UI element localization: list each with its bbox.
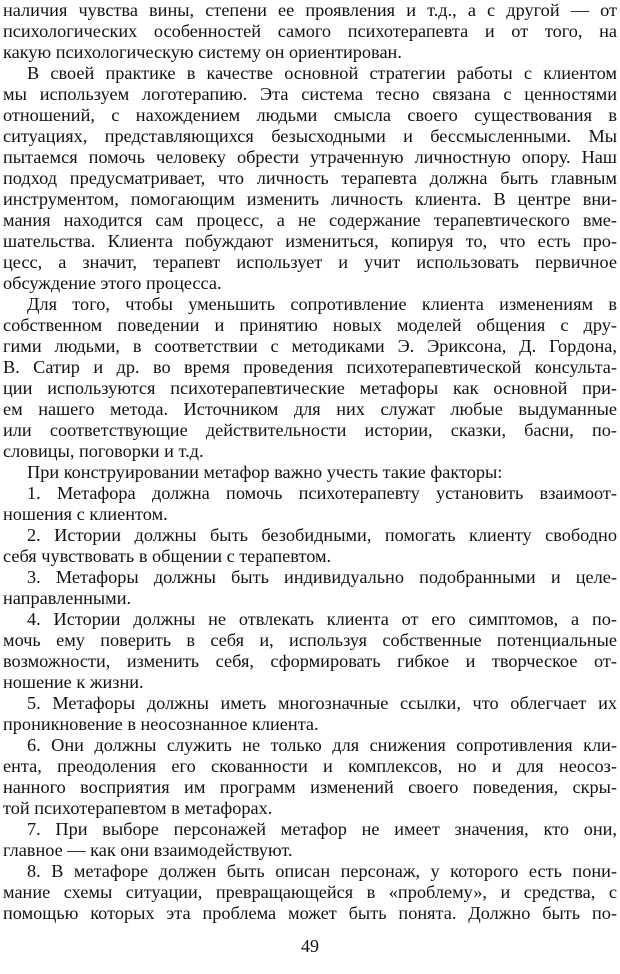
text-line: шательства. Клиента побуждают измениться, копируя то, что есть про- [3,231,617,251]
text-line: какую психологическую систему он ориентирован. [3,42,402,62]
text-line: психологических особенностей самого психотерапевта и от того, на [3,21,617,41]
text-line: ента, преодоления его скованности и комплексов, но и для неосоз- [3,756,617,776]
text-line: возможности, изменить себя, сформировать гибкое и творческое от- [3,651,617,671]
text-line: 8. В метафоре должен быть описан персонаж, у которого есть пони- [27,861,617,881]
text-line: собственном поведении и принятию новых моделей общения с дру- [3,315,617,335]
text-line: мы используем логотерапию. Эта система тесно связана с ценностями [3,84,617,104]
text-line: мание схемы ситуации, превращающейся в «проблему», и средства, с [3,882,617,902]
text-line: главное — как они взаимодействуют. [3,840,293,860]
text-line: гими людьми, в соответствии с методиками Э. Эриксона, Д. Гордона, [3,336,617,356]
text-line: помощью которых эта проблема может быть понята. Должно быть по- [3,903,617,923]
text-line: мочь ему поверить в себя и, используя собственные потенциальные [3,630,617,650]
text-line: ношения с клиентом. [3,504,168,524]
text-line: 4. Истории должны не отвлекать клиента от его симптомов, а по- [27,609,617,629]
text-line: 5. Метафоры должны иметь многозначные ссылки, что облегчает их [27,693,617,713]
page-number: 49 [301,936,319,956]
text-line: ции используются психотерапевтические метафоры как основной при- [3,378,617,398]
text-line: нанного восприятия им программ изменений своего поведения, скры- [3,777,617,797]
text-line: себя чувствовать в общении с терапевтом. [3,546,332,566]
text-line: обсуждение этого процесса. [3,273,222,293]
text-line: 2. Истории должны быть безобидными, помогать клиенту свободно [27,525,617,545]
body-text [3,0,617,924]
text-line: словицы, поговорки и т.д. [3,441,204,461]
text-line: пытаемся помочь человеку обрести утраченную личностную опору. Наш [3,147,617,167]
text-line: 3. Метафоры должны быть индивидуально подобранными и целе- [27,567,617,587]
text-line: той психотерапевтом в метафорах. [3,798,273,818]
text-line: отношений, с нахождением людьми смысла своего существования в [3,105,617,125]
text-line: В своей практике в качестве основной стратегии работы с клиентом [27,63,617,83]
text-line: ем нашего метода. Источником для них служат любые выдуманные [3,399,617,419]
text-line: ношение к жизни. [3,672,144,692]
text-line: В. Сатир и др. во время проведения психотерапевтической консульта- [3,357,617,377]
text-line: проникновение в неосознанное клиента. [3,714,319,734]
text-line: Для того, чтобы уменьшить сопротивление клиента изменениям в [27,294,617,314]
text-line: направленными. [3,588,132,608]
text-line: 7. При выборе персонажей метафор не имеет значения, кто они, [27,819,617,839]
text-line: мания находится сам процесс, а не содержание терапевтического вме- [3,210,617,230]
text-line: наличия чувства вины, степени ее проявления и т.д., а с другой — от [3,0,617,20]
text-line: подход предусматривает, что личность терапевта должна быть главным [3,168,617,188]
text-line: При конструировании метафор важно учесть такие факторы: [27,462,503,482]
text-line: 6. Они должны служить не только для снижения сопротивления кли- [27,735,617,755]
text-line: цесс, а значит, терапевт использует и учит использовать первичное [3,252,617,272]
text-line: инструментом, помогающим изменить личность клиента. В центре вни- [3,189,617,209]
text-line: 1. Метафора должна помочь психотерапевту установить взаимоот- [27,483,617,503]
text-line: ситуациях, представляющихся безысходными и бессмысленными. Мы [3,126,617,146]
text-line: или соответствующие действительности истории, сказки, басни, по- [3,420,617,440]
